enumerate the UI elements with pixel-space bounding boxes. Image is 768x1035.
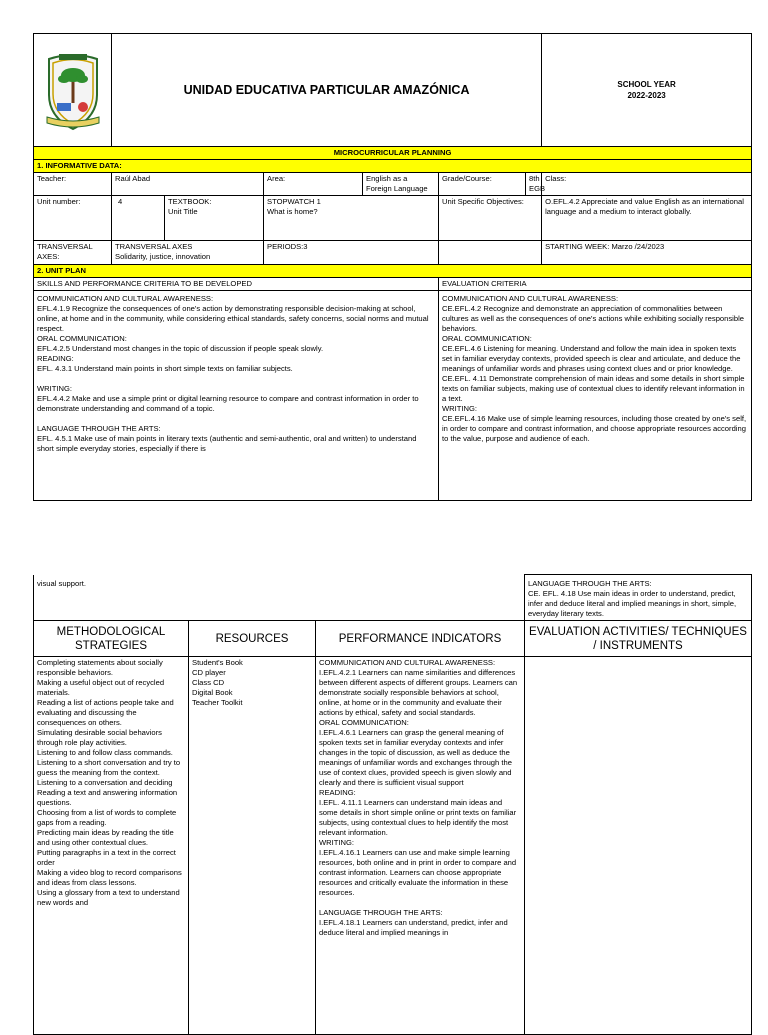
textbook-label: TEXTBOOK: Unit Title: [165, 196, 264, 241]
teacher-label: Teacher:: [34, 173, 112, 196]
logo-cell: [34, 34, 112, 147]
page-1: [33, 33, 751, 510]
objectives-label: Unit Specific Objectives:: [439, 196, 542, 241]
page-2: [33, 574, 751, 1024]
school-name: UNIDAD EDUCATIVA PARTICULAR AMAZÓNICA: [112, 34, 542, 147]
objective-value: O.EFL.4.2 Appreciate and value English as an international language and a medium to interact globally.: [542, 196, 752, 241]
indicators-text: COMMUNICATION AND CULTURAL AWARENESS: I.EFL.4.2.1 Learners can name similarities and differences between different aspects of different groups. Learners can demonstrate socially responsible behaviors at school, online, at home or in the community and evaluate their actions by ethical, safety and social standards. ORAL COMMUNICATION: I.EFL.4.6.1 Learners can grasp the general meaning of spoken texts set in familiar everyday contexts and infer changes in the topic of discussion, as well as deduce the meanings of unfamiliar words and exchanges through the use of context clues, provided speech is given slowly and clearly and there is sufficient visual support READING: I.EFL. 4.11.1 Learners can understand main ideas and some details in short simple online or print texts on familiar subjects, using contextual clues to help identify the most relevant information. WRITING: I.EFL.4.16.1 Learners can use and make simple learning resources, both online and in print in order to compare and contrast information. Learners can choose appropriate resources and critically evaluate the information in these resources. LANGUAGE THROUGH THE ARTS: I.EFL.4.18.1 Learners can understand, predict, infer and deduce literal and implied meanings in: [316, 657, 525, 1035]
periods: PERIODS:3: [264, 241, 439, 265]
area-value: English as a Foreign Language: [363, 173, 439, 196]
strategies-text: Completing statements about socially responsible behaviors. Making a useful object out of recycled materials. Reading a list of actions people take and evaluating and discussing the consequences on others. Simulating desirable social behaviors through role play activities. Listening to and follow class commands. Listening to a short conversation and try to guess the meaning from the context. Listening to a conversation and deciding Reading a text and answering information questions. Choosing from a list of words to complete gaps from a reading. Predicting main ideas by reading the title and using other contextual clues. Putting paragraphs in a text in the correct order Making a video blog to record comparisons and ideas from class lessons. Using a glossary from a text to understand new words and: [34, 657, 189, 1035]
skills-text: COMMUNICATION AND CULTURAL AWARENESS: EFL.4.1.9 Recognize the consequences of one's action by demonstrating responsible decision-making at school, online, at home and in the community, while considering ethical standards, safety concerns, social norms and mutual respect. ORAL COMMUNICATION: EFL.4.2.5 Understand most changes in the topic of discussion if people speak slowly. READING: EFL. 4.3.1 Understand main points in short simple texts on familiar subjects. WRITING: EFL.4.4.2 Make and use a simple print or digital learning resource to compare and contrast information in order to demonstrate understanding and command of a topic. LANGUAGE THROUGH THE ARTS: EFL. 4.5.1 Make use of main points in literary texts (authentic and semi-authentic, oral and written) to understand short simple everyday stories, especially if there is: [34, 291, 439, 501]
unit-number-value: 4: [112, 196, 165, 241]
evaluation-continued: LANGUAGE THROUGH THE ARTS: CE. EFL. 4.18 Use main ideas in order to understand, predict, infer and deduce literal and implied meanings in short, simple, everyday literary texts.: [525, 575, 752, 621]
resources-text: Student's Book CD player Class CD Digital Book Teacher Toolkit: [189, 657, 316, 1035]
school-year-label: SCHOOL YEAR: [617, 80, 676, 89]
evaluation-activities-header: EVALUATION ACTIVITIES/ TECHNIQUES / INSTRUMENTS: [525, 621, 752, 657]
school-year-cell: [542, 34, 752, 147]
class-label: Class:: [542, 173, 752, 196]
textbook-value: STOPWATCH 1 What is home?: [264, 196, 439, 241]
evaluation-header: EVALUATION CRITERIA: [439, 278, 752, 291]
grade-value: 8th EGB: [529, 174, 546, 193]
strategies-header: METHODOLOGICAL STRATEGIES: [34, 621, 189, 657]
skills-header: SKILLS AND PERFORMANCE CRITERIA TO BE DEVELOPED: [34, 278, 439, 291]
grade-label: Grade/Course:: [439, 173, 526, 195]
transversal-values: TRANSVERSAL AXES Solidarity, justice, innovation: [112, 241, 264, 265]
teacher-value: Raúl Abad: [112, 173, 264, 196]
unit-number-label: Unit number:: [34, 196, 112, 241]
blank-cell: [439, 241, 542, 265]
evaluation-activities-text: [525, 657, 752, 1035]
starting-week: STARTING WEEK: Marzo /24/2023: [542, 241, 752, 265]
planning-table-page-2: [33, 574, 752, 1035]
grade-cell: [439, 173, 546, 196]
area-label: Area:: [264, 173, 363, 196]
section-2-title: 2. UNIT PLAN: [34, 265, 752, 278]
indicators-header: PERFORMANCE INDICATORS: [316, 621, 525, 657]
skills-continued: visual support.: [34, 575, 525, 621]
resources-header: RESOURCES: [189, 621, 316, 657]
section-1-title: 1. INFORMATIVE DATA:: [34, 160, 752, 173]
planning-title: MICROCURRICULAR PLANNING: [34, 147, 752, 160]
planning-table-page-1: [33, 33, 752, 501]
school-year-value: 2022-2023: [627, 91, 666, 100]
school-crest-icon: [41, 45, 105, 135]
evaluation-criteria-text: COMMUNICATION AND CULTURAL AWARENESS: CE.EFL.4.2 Recognize and demonstrate an appreciation of commonalities between cultures as well as the consequences of one's actions while exhibiting socially responsible behaviors. ORAL COMMUNICATION: CE.EFL.4.6 Listening for meaning. Understand and follow the main idea in spoken texts set in familiar everyday contexts, provided speech is clear and articulate, and deduce the meanings of unfamiliar words and phrases using context clues and or prior knowledge. CE.EFL. 4.11 Demonstrate comprehension of main ideas and some details in short simple texts on familiar subjects, making use of contextual clues to identify relevant information in a text. WRITING: CE.EFL.4.16 Make use of simple learning resources, including those created by one's self, in order to compare and contrast information, and choose appropriate resources according to the value, purpose and audience of each.: [439, 291, 752, 501]
transversal-label: TRANSVERSAL AXES:: [34, 241, 112, 265]
